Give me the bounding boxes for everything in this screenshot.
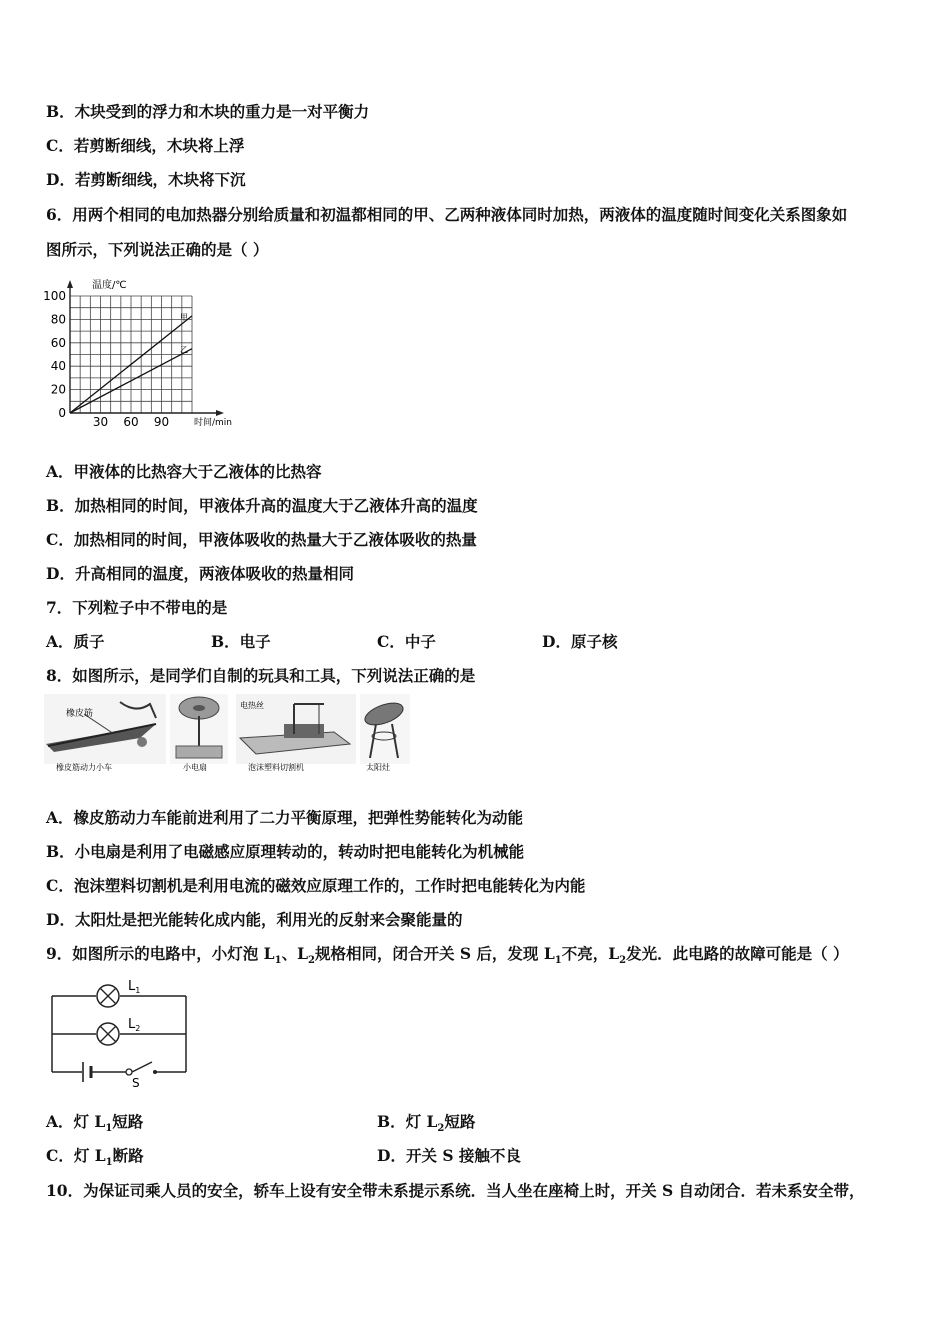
switch-s bbox=[126, 1069, 157, 1075]
q10-stem: 10．为保证司乘人员的安全，轿车上设有安全带未系提示系统．当人坐在座椅上时，开关 S 自动闭合．若未系安全带， bbox=[46, 1181, 865, 1200]
series-label-2: 乙 bbox=[180, 345, 188, 355]
y-axis-label: 温度/℃ bbox=[92, 280, 127, 291]
q8-toy-tool-images bbox=[44, 694, 414, 776]
label-s: S bbox=[132, 1076, 140, 1088]
q9-option-d: D．开关 S 接触不良 bbox=[377, 1146, 521, 1165]
q6-option-b: B．加热相同的时间，甲液体升高的温度大于乙液体升高的温度 bbox=[46, 496, 478, 515]
small-fan-caption: 小电扇 bbox=[183, 763, 207, 772]
solar-cooker-image bbox=[360, 694, 410, 772]
series-label-1: 甲 bbox=[180, 312, 188, 322]
q9-option-b: B．灯 $L_2$短路 bbox=[377, 1112, 476, 1135]
heating-wire-label: 电热丝 bbox=[240, 701, 264, 710]
label-l1: $L_1$ bbox=[128, 979, 141, 995]
q8-option-b: B．小电扇是利用了电磁感应原理转动的，转动时把电能转化为机械能 bbox=[46, 842, 525, 861]
q9-circuit-diagram bbox=[44, 978, 194, 1092]
q7-option-c: C．中子 bbox=[377, 632, 436, 651]
q6-option-c: C．加热相同的时间，甲液体吸收的热量大于乙液体吸收的热量 bbox=[46, 530, 477, 549]
y-tick-label: 80 bbox=[50, 312, 66, 327]
q9-stem: 9．如图所示的电路中，小灯泡 $L_1$、$L_2$规格相同，闭合开关 S 后，发现 $L_1$不亮，$L_2$发光．此电路的故障可能是（ ） bbox=[46, 944, 849, 967]
q5-option-b: B．木块受到的浮力和木块的重力是一对平衡力 bbox=[46, 102, 370, 121]
rubber-band-label: 橡皮筋 bbox=[66, 709, 94, 719]
q6-temperature-chart bbox=[44, 276, 254, 435]
q9-option-a: A．灯 $L_1$短路 bbox=[46, 1112, 144, 1135]
small-fan-image bbox=[170, 694, 228, 772]
battery bbox=[83, 1062, 91, 1082]
q8-figures bbox=[44, 694, 414, 780]
y-tick-label: 100 bbox=[44, 289, 66, 303]
q7-option-a: A．质子 bbox=[46, 632, 105, 651]
q7-stem: 7．下列粒子中不带电的是 bbox=[46, 598, 228, 617]
q8-option-a: A．橡皮筋动力车能前进利用了二力平衡原理，把弹性势能转化为动能 bbox=[46, 808, 524, 827]
chart-grid bbox=[70, 296, 192, 413]
lamp-l1 bbox=[97, 985, 119, 1007]
q9-option-c: C．灯 $L_1$断路 bbox=[46, 1146, 144, 1169]
x-axis-label: 时间/min bbox=[194, 418, 233, 428]
x-tick-label: 90 bbox=[153, 415, 170, 429]
rubber-band-car-image bbox=[44, 694, 166, 772]
q6-option-a: A．甲液体的比热容大于乙液体的比热容 bbox=[46, 462, 322, 481]
q8-option-c: C．泡沫塑料切割机是利用电流的磁效应原理工作的，工作时把电能转化为内能 bbox=[46, 876, 586, 895]
q5-option-c: C．若剪断细线，木块将上浮 bbox=[46, 136, 245, 155]
q7-option-d: D．原子核 bbox=[542, 632, 618, 651]
q8-stem: 8．如图所示，是同学们自制的玩具和工具，下列说法正确的是 bbox=[46, 666, 476, 685]
y-tick-label: 0 bbox=[58, 406, 66, 420]
x-axis-arrow bbox=[216, 410, 224, 416]
y-tick-label: 40 bbox=[50, 359, 66, 374]
x-tick-label: 30 bbox=[92, 415, 109, 429]
lamp-l2 bbox=[97, 1023, 119, 1045]
x-tick-label: 60 bbox=[123, 415, 139, 429]
solar-cooker-caption: 太阳灶 bbox=[366, 763, 390, 772]
q8-option-d: D．太阳灶是把光能转化成内能，利用光的反射来会聚能量的 bbox=[46, 910, 463, 929]
y-axis-arrow bbox=[67, 280, 73, 288]
y-tick-label: 60 bbox=[50, 335, 66, 350]
foam-cutter-image bbox=[236, 694, 356, 772]
q6-stem-line2: 图所示，下列说法正确的是（ ） bbox=[46, 240, 269, 259]
q6-stem-line1: 6．用两个相同的电加热器分别给质量和初温都相同的甲、乙两种液体同时加热，两液体的温度随时间变化关系图象如 bbox=[46, 205, 848, 224]
foam-cutter-caption: 泡沫塑料切割机 bbox=[248, 763, 304, 772]
q7-option-b: B．电子 bbox=[211, 632, 271, 651]
y-tick-label: 20 bbox=[50, 382, 66, 397]
temperature-time-graph bbox=[44, 276, 254, 431]
rubber-band-car-caption: 橡皮筋动力小车 bbox=[56, 763, 112, 772]
circuit-svg bbox=[44, 978, 194, 1088]
label-l2: $L_2$ bbox=[128, 1017, 141, 1033]
q6-option-d: D．升高相同的温度，两液体吸收的热量相同 bbox=[46, 564, 354, 583]
q5-option-d: D．若剪断细线，木块将下沉 bbox=[46, 170, 246, 189]
